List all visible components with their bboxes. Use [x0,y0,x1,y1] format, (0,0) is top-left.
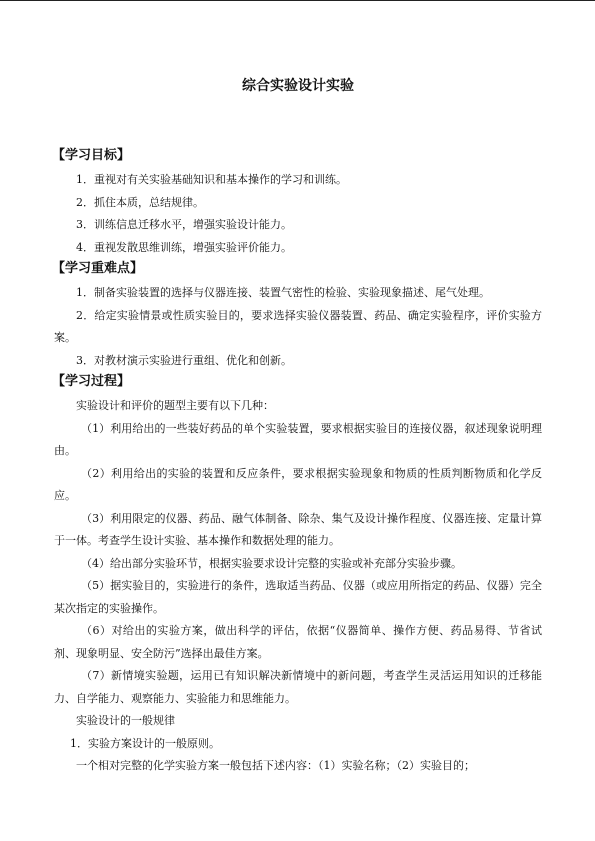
principle-title: 1．实验方案设计的一般原则。 [70,736,220,750]
goal-item: 1．重视对有关实验基础知识和基本操作的学习和训练。 [76,173,347,186]
section-heading-goals: 【学习目标】 [52,148,131,163]
key-point-item: 2．给定实验情景或性质实验目的，要求选择实验仪器装置、药品、确定实验程序，评价实验方案。 [54,308,542,344]
question-type-item: （6）对给出的实验方案，做出科学的评估，依据“仪器简单、操作方便、药品易得、节省试剂、现象明显、安全防污”选择出最佳方案。 [54,624,542,660]
general-rules-heading: 实验设计的一般规律 [76,714,175,727]
document-title: 综合实验设计实验 [242,78,354,94]
goal-item: 4．重视发散思维训练，增强实验评价能力。 [76,240,292,254]
header-rule [0,0,595,1]
key-point-item: 3．对教材演示实验进行重组、优化和创新。 [76,353,292,367]
key-point-item: 1．制备实验装置的选择与仪器连接、装置气密性的检验、实验现象描述、尾气处理。 [76,286,490,299]
question-type-item: （2）利用给出的实验的装置和反应条件，要求根据实验现象和物质的性质判断物质和化学反应。 [54,466,542,502]
question-type-item: （3）利用限定的仪器、药品、融气体制备、除杂、集气及设计操作程度、仪器连接、定量计算于一体。考查学生设计实验、基本操作和数据处理的能力。 [54,511,542,547]
question-type-item: （4）给出部分实验环节，根据实验要求设计完整的实验或补充部分实验步骤。 [81,556,462,570]
principle-text: 一个相对完整的化学实验方案一般包括下述内容：（1）实验名称；（2）实验目的； [76,759,475,772]
section-heading-key-points: 【学习重难点】 [52,261,144,276]
document-page [54,76,542,778]
process-intro: 实验设计和评价的题型主要有以下几种： [76,399,274,412]
question-type-item: （5）据实验目的，实验进行的条件，选取适当药品、仪器（或应用所指定的药品、仪器）完全某次指定的实验操作。 [54,579,542,615]
question-type-item: （7）新情境实验题，运用已有知识解决新情境中的新问题，考查学生灵活运用知识的迁移能力、自学能力、观察能力、实验能力和思维能力。 [54,669,542,705]
goal-item: 2．抓住本质，总结规律。 [76,195,204,209]
section-heading-process: 【学习过程】 [52,374,131,389]
question-type-item: （1）利用给出的一些装好药品的单个实验装置，要求根据实验目的连接仪器，叙述现象说明理由。 [54,421,542,457]
goal-item: 3．训练信息迁移水平，增强实验设计能力。 [76,218,292,231]
